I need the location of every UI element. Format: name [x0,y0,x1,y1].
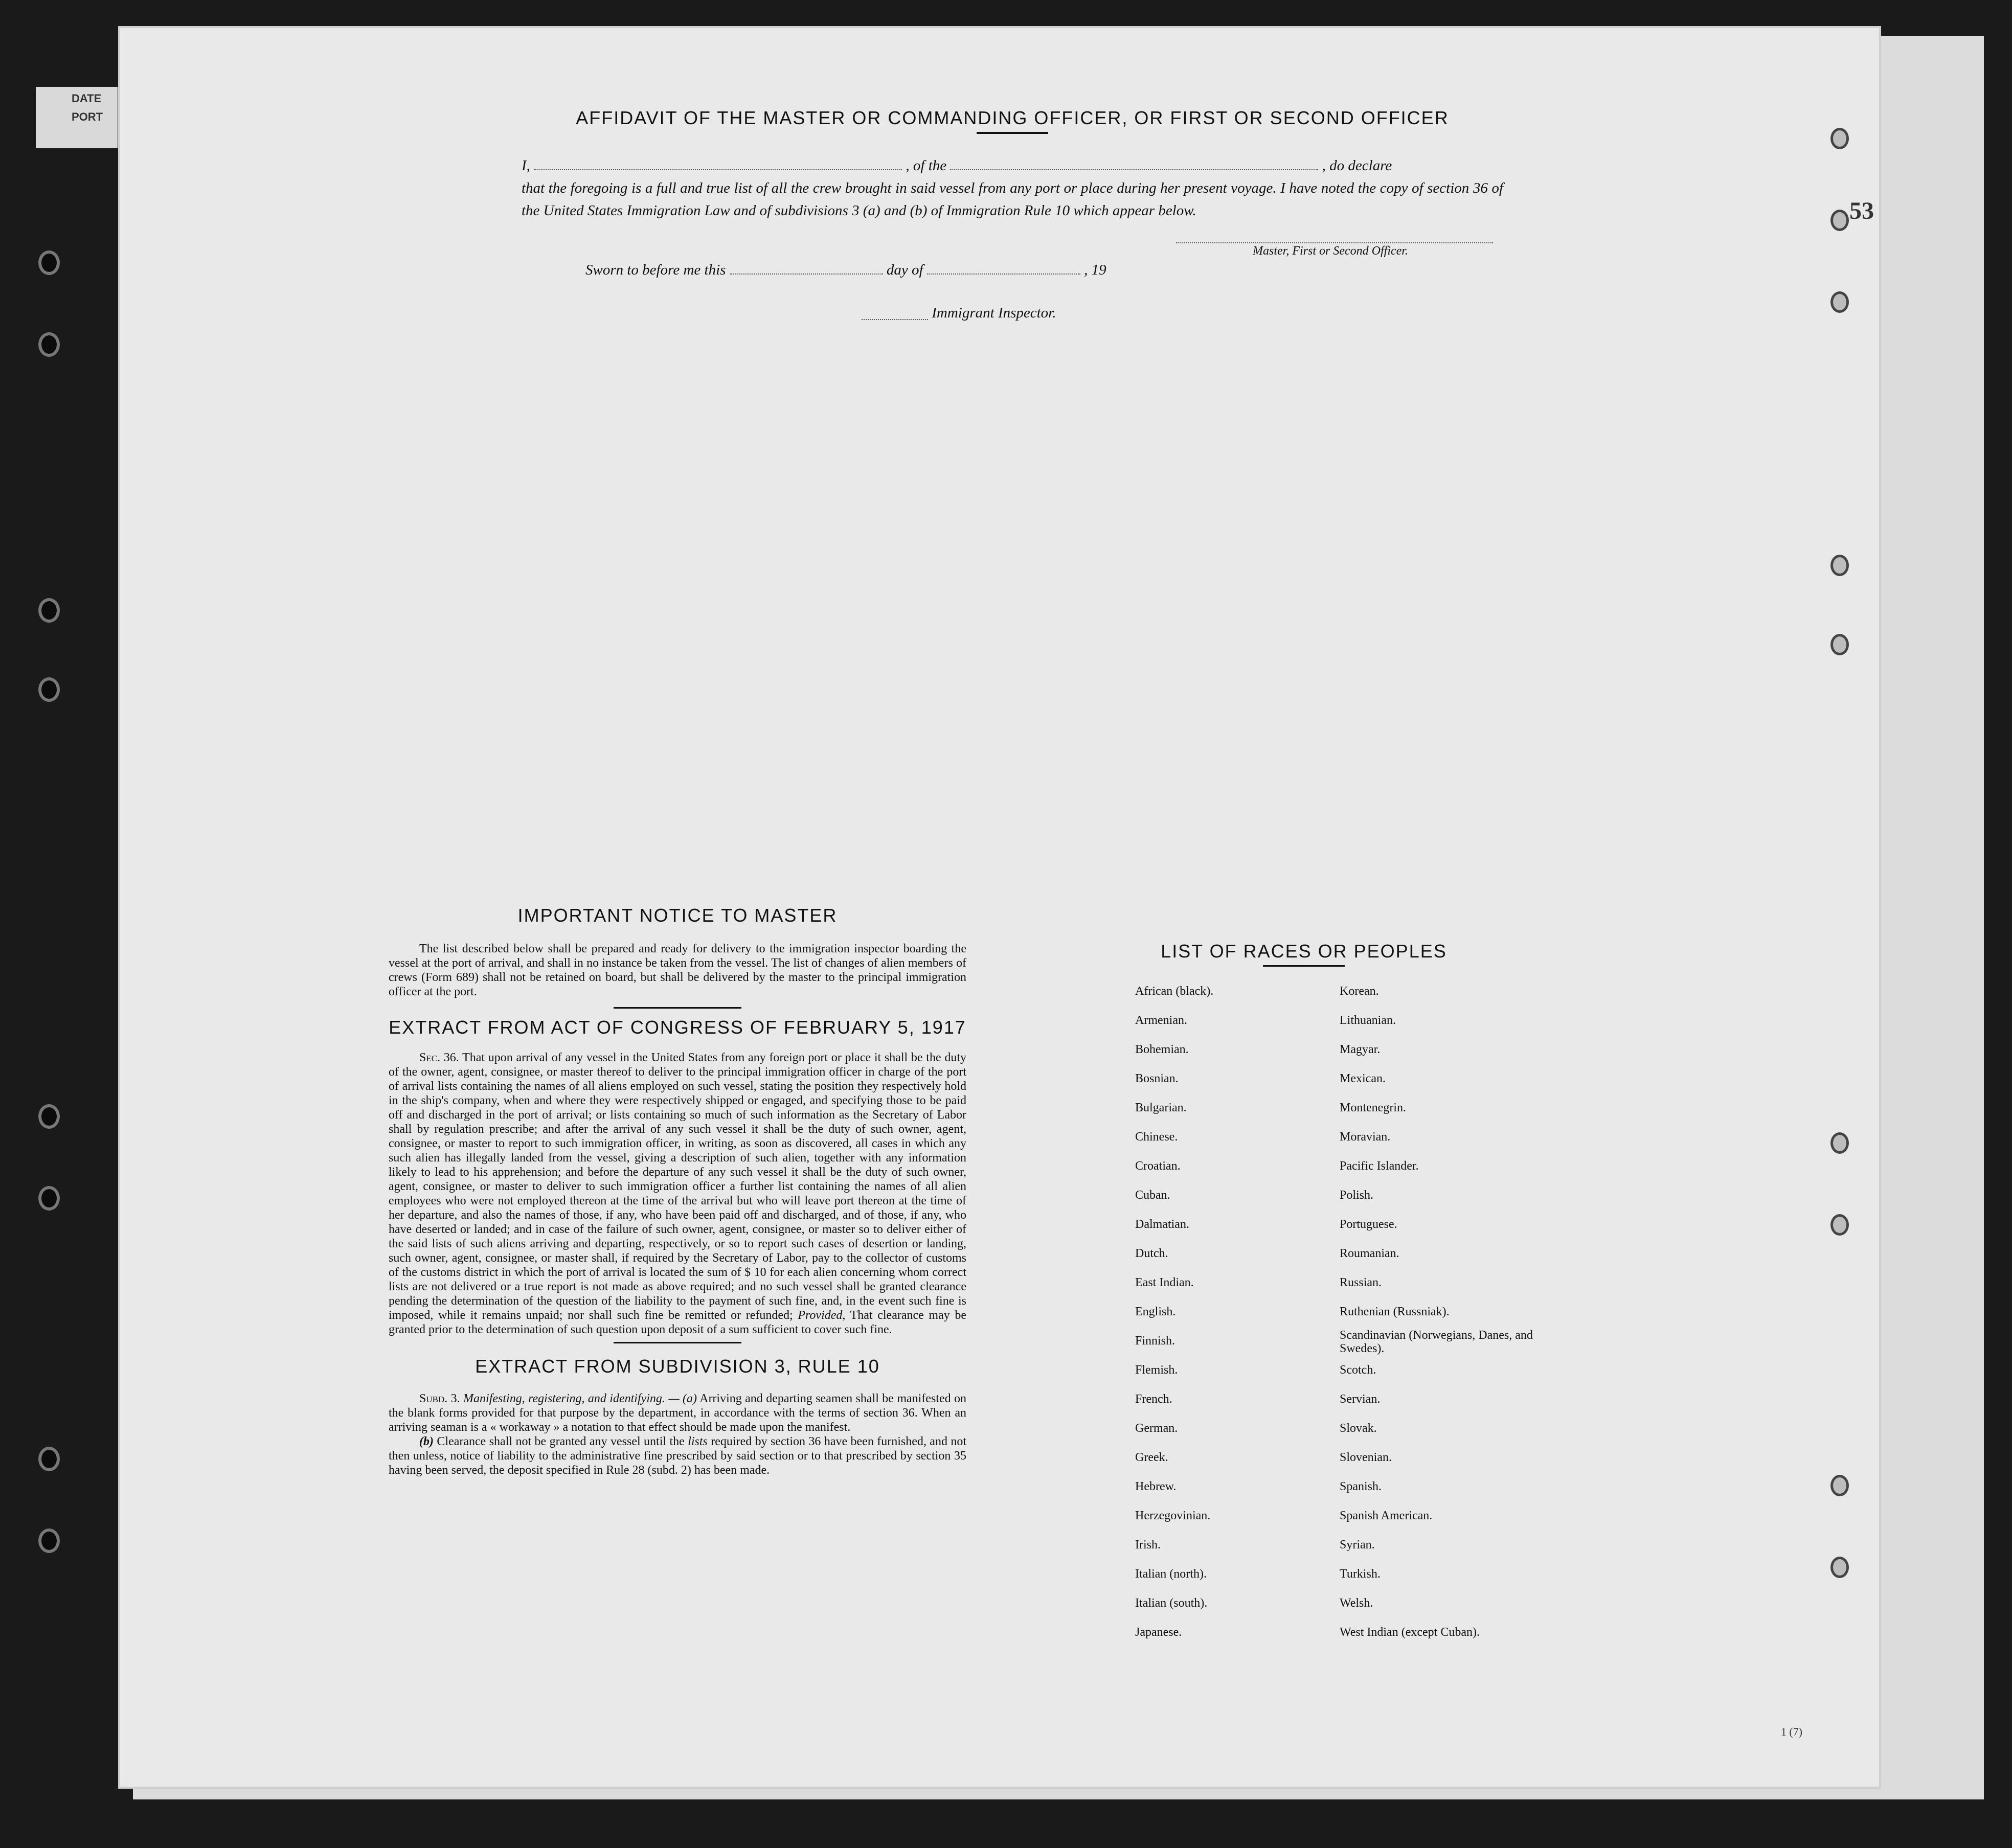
race-item: Hebrew. [1135,1480,1177,1493]
vessel-prefix: , of the [906,157,947,174]
race-item: Spanish. [1340,1480,1382,1493]
race-item: Welsh. [1340,1596,1373,1610]
race-item: Scotch. [1340,1363,1376,1377]
rule-b-label: (b) [419,1435,434,1448]
margin-tab [36,87,118,148]
punch-hole [1830,210,1849,231]
page-number: 53 [1849,197,1874,224]
divider [977,132,1048,134]
master-signature-label: Master, First or Second Officer. [1253,244,1408,258]
punch-hole [1830,1475,1849,1496]
rule-subd-label: Subd. 3. [419,1392,460,1405]
race-item: Japanese. [1135,1626,1182,1639]
race-item: Mexican. [1340,1072,1386,1085]
race-item: Bulgarian. [1135,1101,1187,1114]
divider [614,1342,741,1343]
race-item: Croatian. [1135,1159,1181,1173]
margin-tab-port: PORT [72,110,103,123]
inspector-label: Immigrant Inspector. [932,305,1056,321]
race-item: Lithuanian. [1340,1014,1396,1027]
race-item: Scandinavian (Norwegians, Danes, and Swedes). [1340,1329,1533,1355]
race-item: English. [1135,1305,1176,1318]
race-item: West Indian (except Cuban). [1340,1626,1480,1639]
declare-suffix: , do declare [1322,157,1392,174]
punch-hole [1830,1557,1849,1578]
affidavit-section [522,107,1503,324]
race-item: Montenegrin. [1340,1101,1406,1114]
divider [614,1007,741,1009]
left-column [389,905,966,1477]
race-item: Armenian. [1135,1014,1187,1027]
race-item: Bosnian. [1135,1072,1179,1085]
act-body: That upon arrival of any vessel in the United States from any foreign port or place it shall be the duty of the owner, agent, consignee, or master thereof to deliver to the principal immigration officer in charge of the port of arrival lists containing the names of all aliens employed on such vessel, stating the position they respectively hold in the ship's company, when and where they were respectively shipped or engaged, and specifying those to be paid off and discharged in the port of arrival; or lists containing so much of such information as the Secretary of Labor shall by regulation prescribe; and after the arrival of any such vessel it shall be the duty of such owner, agent, consignee, or master to report to such immigration officer, in writing, as soon as discovered, all cases in which any such alien has illegally landed from the vessel, giving a description of such alien, together with any information likely to lead to his apprehension; and before the departure of any such vessel it shall be the duty of such owner, agent, consignee, or master to deliver to such immigration officer a further list containing the names of all alien employees who were not employed thereon at the time of the arrival but who will leave port thereon at the time of her departure, and also the names of those, if any, who have been paid off and discharged, and of those, if any, who have deserted or landed; and in case of the failure of such owner, agent, consignee, or master so to deliver either of the said lists of such aliens arriving and departing, respectively, or so to report such cases of desertion or landing, such owner, agent, consignee, or master shall, if required by the Secretary of Labor, pay to the collector of customs of the customs district in which the port of arrival is located the sum of $ 10 for each alien concerning whom correct lists are not delivered or a true report is not made as above required; and no such vessel shall be granted clearance pending the determination of the question of the liability to the payment of such fine, and, in the event such fine is imposed, while it remains unpaid; nor shall such fine be remitted or refunded; [389,1051,966,1322]
margin-tab-date: DATE [72,92,102,105]
punch-hole [1830,291,1849,313]
inspector-signature-field[interactable] [862,308,928,320]
race-item: Slovenian. [1340,1451,1392,1464]
act-proviso-text: That clearance may be granted prior to the determination of such question upon deposit of a sum sufficient to cover such fine. [389,1309,967,1336]
race-item: Roumanian. [1340,1247,1399,1260]
race-item: African (black). [1135,985,1214,998]
punch-hole [1830,555,1849,576]
binder-hole [38,332,60,357]
rule-body-a: Arriving and departing seamen shall be manifested on the blank forms provided for that purpose by the department, in accordance with the terms of section 36. When an arriving seaman is a « workaway » a notation to that effect should be made upon the manifest. [389,1392,966,1434]
races-title: LIST OF RACES OR PEOPLES [1161,941,1447,962]
binder-hole [38,598,60,623]
sworn-day-field[interactable] [730,262,883,275]
form-code: 1 (7) [1780,1725,1802,1738]
notice-text: The list described below shall be prepared and ready for delivery to the immigration inspector boarding the vessel at the port of arrival, and shall in no instance be taken from the vessel. The list of changes of alien members of crews (Form 689) shall not be retained on board, but shall be delivered by the master to the principal immigration officer at the port. [389,942,966,998]
race-item: Turkish. [1340,1567,1381,1581]
punch-hole [1830,1214,1849,1236]
sworn-prefix: Sworn to before me this [585,262,726,278]
rule-body-b2: required by section 36 have been furnished, and not then unless, notice of liability to the administrative fine prescribed by said section or to that prescribed by section 35 having been served, the deposit specified in Rule 28 (subd. 2) has been made. [389,1435,967,1477]
race-item: Magyar. [1340,1043,1381,1056]
inspector-line [862,302,1503,324]
rule-text-a [389,1391,966,1434]
race-item: East Indian. [1135,1276,1194,1289]
vessel-name-field[interactable] [950,158,1318,170]
act-proviso-label: Provided, [798,1309,846,1322]
sworn-line [585,259,1503,281]
race-item: Spanish American. [1340,1509,1433,1522]
binder-hole [38,1104,60,1129]
rule-text-b [389,1434,966,1477]
race-item: Italian (north). [1135,1567,1207,1581]
notice-title: IMPORTANT NOTICE TO MASTER [517,905,838,926]
race-item: Dalmatian. [1135,1218,1189,1231]
binder-hole [38,1528,60,1553]
race-item: Flemish. [1135,1363,1178,1377]
sworn-month-field[interactable] [927,262,1080,275]
sworn-day-of: day of [886,262,923,278]
punch-hole [1830,128,1849,149]
race-item: Moravian. [1340,1130,1391,1144]
race-item: Bohemian. [1135,1043,1189,1056]
binder-hole [38,1186,60,1211]
binder-hole [38,1447,60,1471]
race-item: Dutch. [1135,1247,1168,1260]
race-item: Korean. [1340,985,1379,998]
rule-subd-title: Manifesting, registering, and identifying. — (a) [463,1392,697,1405]
race-item: Servian. [1340,1393,1381,1406]
act-section-label: Sec. 36. [419,1051,459,1064]
race-item: Irish. [1135,1538,1161,1552]
race-item: Russian. [1340,1276,1382,1289]
punch-hole [1830,1132,1849,1154]
race-item: Finnish. [1135,1334,1175,1348]
binder-hole [38,677,60,702]
act-title: EXTRACT FROM ACT OF CONGRESS OF FEBRUARY 5, 1917 [389,1017,966,1038]
punch-hole [1830,634,1849,655]
sworn-year: , 19 [1084,262,1106,278]
divider [1263,965,1345,967]
rule-body-b1: Clearance shall not be granted any vessel until the [437,1435,685,1448]
race-item: Syrian. [1340,1538,1375,1552]
races-section [1074,941,1534,1647]
race-item: Polish. [1340,1189,1374,1202]
declaration-body: that the foregoing is a full and true list of all the crew brought in said vessel from any port or place during her present voyage. I have noted the copy of section 36 of the United States Immigration Law and of subdivisions 3 (a) and (b) of Immigration Rule 10 which appear below. [522,180,1503,219]
race-item: Herzegovinian. [1135,1509,1211,1522]
race-item: Greek. [1135,1451,1168,1464]
race-item: Italian (south). [1135,1596,1208,1610]
binder-hole [38,250,60,275]
race-item: Cuban. [1135,1189,1170,1202]
affidavit-title: AFFIDAVIT OF THE MASTER OR COMMANDING OFFICER, OR FIRST OR SECOND OFFICER [576,107,1449,128]
declarant-prefix: I, [522,157,530,174]
act-text [389,1051,966,1337]
declarant-name-field[interactable] [534,158,902,170]
race-item: French. [1135,1393,1172,1406]
rule-title: EXTRACT FROM SUBDIVISION 3, RULE 10 [475,1356,880,1377]
races-list [1135,977,1534,1647]
race-item: Portuguese. [1340,1218,1397,1231]
race-item: Pacific Islander. [1340,1159,1419,1173]
rule-body-b-lists: lists [688,1435,708,1448]
race-item: German. [1135,1422,1178,1435]
declaration-line [522,154,1503,177]
race-item: Slovak. [1340,1422,1377,1435]
race-item: Ruthenian (Russniak). [1340,1305,1450,1318]
race-item: Chinese. [1135,1130,1178,1144]
